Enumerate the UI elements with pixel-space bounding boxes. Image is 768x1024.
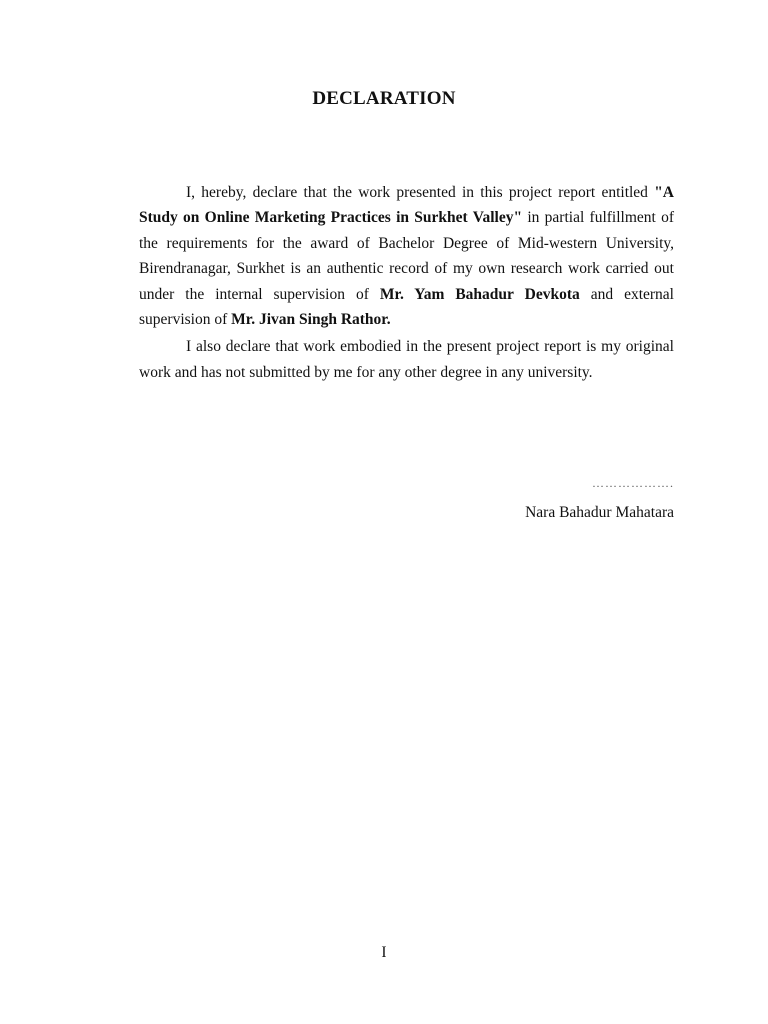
paragraph-1-intro: I, hereby, declare that the work presented in this project report entitled: [186, 184, 655, 201]
project-title: "A Study on Online Marketing Practices in Surkhet Valley": [139, 184, 674, 227]
page-number: I: [381, 944, 387, 961]
declaration-body: [139, 180, 674, 385]
page-title: DECLARATION: [312, 88, 456, 109]
paragraph-1-connector: and external supervision of: [139, 285, 674, 329]
signature-line: ……………….: [592, 476, 674, 490]
internal-supervisor-name: Mr. Yam Bahadur Devkota: [379, 285, 580, 303]
paragraph-1-middle: in partial fulfillment of the requirements for the award of Bachelor Degree of Mid-western University, Birendranagar, Surkhet is an authentic record of my own research work carried out under the internal supervision of: [139, 209, 675, 303]
declaration-paragraph-2: I also declare that work embodied in the present project report is my original work and has not submitted by me for any other degree in any university.: [139, 338, 674, 381]
external-supervisor-name: Mr. Jivan Singh Rathor.: [231, 311, 391, 329]
declaration-paragraph-1: [139, 180, 674, 332]
signatory-name: Nara Bahadur Mahatara: [525, 504, 674, 521]
